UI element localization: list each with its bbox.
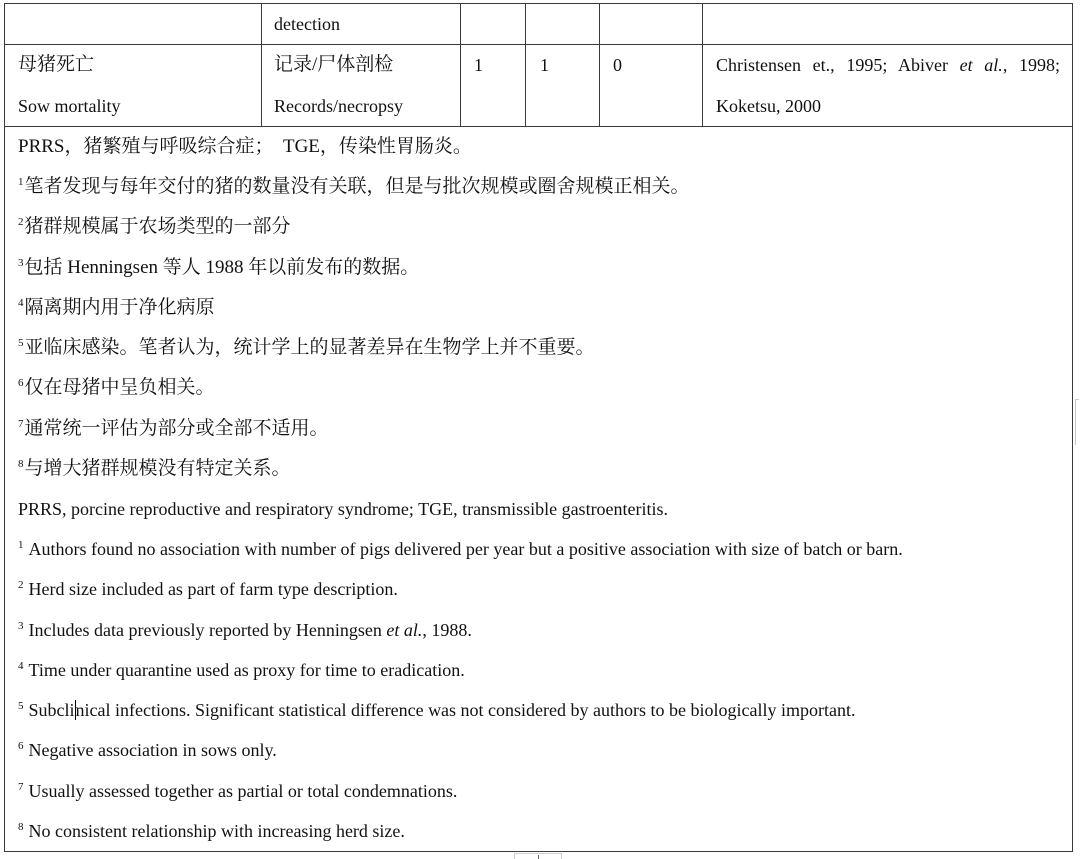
value-a: 1 (474, 55, 483, 75)
footnote-text: Herd size included as part of farm type description. (28, 579, 398, 600)
method-zh: 记录/尸体剖检 (274, 54, 394, 75)
footnote-text: nical infections. Significant statistical difference was not considered by authors to be biologically important. (75, 700, 856, 721)
factor-en: Sow mortality (18, 95, 121, 116)
footnote-italic: et al. (386, 619, 423, 640)
footnote-text: Negative association in sows only. (28, 740, 277, 761)
footnote-text: 猪群规模属于农场类型的一部分 (24, 216, 291, 238)
cell-method-sow-mortality[interactable] (261, 44, 460, 126)
footnote-en-2 (18, 569, 1059, 609)
method-text: detection (274, 14, 340, 34)
abbreviations-zh-text: PRRS，猪繁殖与呼吸综合症； TGE，传染性胃肠炎。 (18, 136, 472, 157)
references-line-2: Koketsu, 2000 (716, 95, 821, 116)
footnote-text: 通常统一评估为部分或全部不适用。 (24, 417, 329, 439)
page-edge-marker (1075, 399, 1079, 445)
references-text: Christensen et., 1995; Abiver (716, 55, 960, 75)
footnote-number: 7 (18, 417, 24, 430)
footnote-en-5 (18, 690, 1059, 730)
value-b: 1 (540, 55, 549, 75)
footnote-number: 1 (18, 539, 24, 552)
footnote-en-6 (18, 730, 1059, 770)
footnote-zh-5 (18, 328, 1059, 368)
abbreviations-zh (18, 127, 1059, 167)
footnote-en-1 (18, 529, 1059, 569)
abbreviations-en-text: PRRS, porcine reproductive and respiratory syndrome; TGE, transmissible gastroenteritis. (18, 498, 669, 519)
footnote-number: 3 (18, 619, 24, 632)
footnote-en-4 (18, 650, 1059, 690)
footnote-number: 2 (18, 579, 24, 592)
footnote-zh-7 (18, 409, 1059, 449)
cell-continued-value-a[interactable] (460, 3, 525, 44)
footnote-text: Subcli (28, 700, 75, 721)
cell-references-sow-mortality[interactable] (702, 44, 1072, 126)
footnote-number: 4 (18, 296, 24, 309)
data-table (4, 3, 1073, 852)
cell-value-b[interactable] (525, 44, 599, 126)
footnote-zh-8 (18, 449, 1059, 489)
footnote-text: 笔者发现与每年交付的猪的数量没有关联，但是与批次规模或圈舍规模正相关。 (24, 176, 690, 198)
bottom-edge-handle (514, 853, 562, 859)
footnote-number: 4 (18, 659, 24, 672)
footnote-text: 仅在母猪中呈负相关。 (24, 377, 215, 399)
footnote-text: 隔离期内用于净化病原 (24, 296, 215, 318)
footnote-number: 5 (18, 337, 24, 350)
footnote-number: 2 (18, 216, 24, 229)
cell-continued-factor[interactable] (4, 3, 261, 44)
footnote-zh-1 (18, 167, 1059, 207)
footnote-text: No consistent relationship with increasing herd size. (28, 820, 405, 841)
footnote-text: Authors found no association with number of pigs delivered per year but a positive association with size of batch or barn. (28, 539, 903, 560)
footnote-text: , 1988. (422, 619, 472, 640)
footnote-number: 1 (18, 176, 24, 189)
footnote-zh-6 (18, 368, 1059, 408)
cell-continued-value-b[interactable] (525, 3, 599, 44)
footnotes-cell[interactable] (4, 126, 1072, 851)
cell-continued-method[interactable] (261, 3, 460, 44)
footnote-number: 5 (18, 700, 24, 713)
references-italic: et al. (959, 55, 1003, 75)
footnote-zh-4 (18, 288, 1059, 328)
references-line-1 (716, 45, 1060, 86)
footnote-text: Time under quarantine used as proxy for time to eradication. (28, 659, 465, 680)
value-c: 0 (613, 55, 622, 75)
abbreviations-en (18, 489, 1059, 529)
cell-factor-sow-mortality[interactable] (4, 44, 261, 126)
footnote-text: 与增大猪群规模没有特定关系。 (24, 457, 291, 479)
footnote-zh-3 (18, 248, 1059, 288)
cell-value-c[interactable] (599, 44, 702, 126)
footnote-zh-2 (18, 207, 1059, 247)
footnote-text: Usually assessed together as partial or total condemnations. (28, 780, 458, 801)
footnote-text: Includes data previously reported by Henningsen (28, 619, 387, 640)
cell-continued-value-c[interactable] (599, 3, 702, 44)
footnote-text: 亚临床感染。笔者认为，统计学上的显著差异在生物学上并不重要。 (24, 337, 595, 359)
footnote-number: 8 (18, 457, 24, 470)
footnote-number: 3 (18, 256, 24, 269)
footnote-text: 包括 Henningsen 等人 1988 年以前发布的数据。 (24, 256, 420, 278)
handle-tick (538, 855, 539, 859)
method-en: Records/necropsy (274, 95, 403, 116)
footnote-en-3 (18, 610, 1059, 650)
references-text: , 1998; (1002, 55, 1060, 75)
factor-zh: 母猪死亡 (18, 54, 95, 75)
footnote-en-8 (18, 811, 1059, 851)
cell-continued-references[interactable] (702, 3, 1072, 44)
footnote-number: 6 (18, 740, 24, 753)
footnote-number: 6 (18, 377, 24, 390)
footnote-en-7 (18, 771, 1059, 811)
footnote-number: 7 (18, 780, 24, 793)
footnote-number: 8 (18, 820, 24, 833)
cell-value-a[interactable] (460, 44, 525, 126)
